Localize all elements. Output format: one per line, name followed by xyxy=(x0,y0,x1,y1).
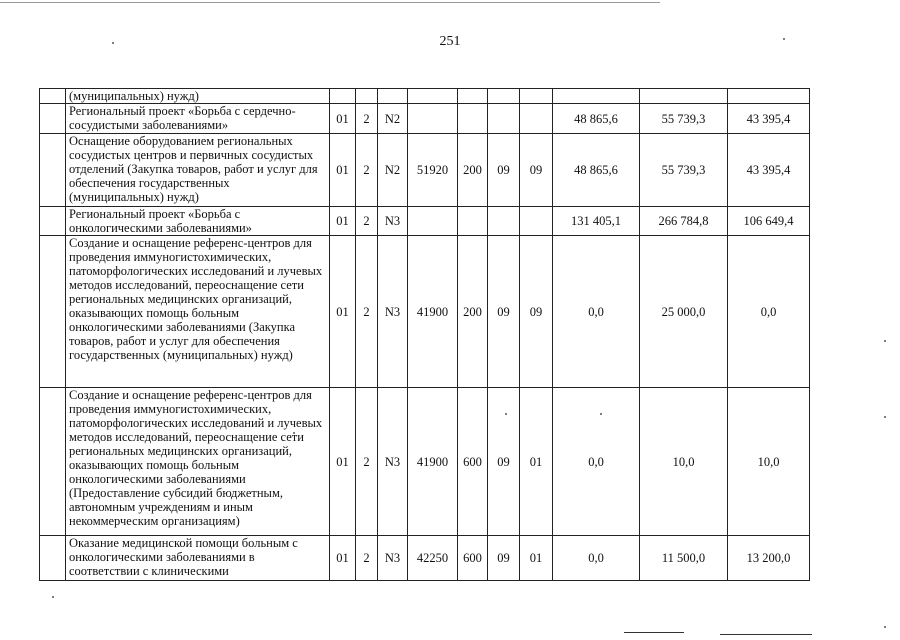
cell-section: 09 xyxy=(488,236,520,388)
cell-subsection: 01 xyxy=(520,536,553,581)
cell-subprogram: 2 xyxy=(356,536,378,581)
cell-direction: 42250 xyxy=(408,536,458,581)
cell-expense-type: 200 xyxy=(458,236,488,388)
table-row xyxy=(40,388,810,536)
cell-amount-2 xyxy=(640,89,728,104)
cell-project: N2 xyxy=(378,104,408,134)
cell-amount-2: 10,0 xyxy=(640,388,728,536)
cell-amount-1: 48 865,6 xyxy=(553,104,640,134)
cell-expense-type xyxy=(458,89,488,104)
top-scan-edge xyxy=(0,2,660,3)
cell-direction xyxy=(408,207,458,236)
cell-direction: 41900 xyxy=(408,388,458,536)
row-name: Создание и оснащение референс-центров для проведения иммуногистохимических, патоморфологических исследований и лучевых методов исследований, переоснащение сети региональных медицинских организаций, оказывающих помощь больным онкологическими заболеваниями (Закупка товаров, работ и услуг для обеспечения государственных (муниципальных) нужд) xyxy=(66,236,330,388)
cell-program: 01 xyxy=(330,104,356,134)
cell-direction: 41900 xyxy=(408,236,458,388)
scan-speck xyxy=(112,42,114,44)
scan-speck xyxy=(884,340,886,342)
cell-amount-1: 131 405,1 xyxy=(553,207,640,236)
table-row xyxy=(40,536,810,581)
cell-subprogram: 2 xyxy=(356,388,378,536)
row-index-cell xyxy=(40,89,66,104)
cell-amount-2: 25 000,0 xyxy=(640,236,728,388)
bottom-scan-edge xyxy=(720,634,812,635)
cell-subprogram: 2 xyxy=(356,236,378,388)
row-index-cell xyxy=(40,104,66,134)
cell-amount-1: 48 865,6 xyxy=(553,134,640,207)
scan-speck xyxy=(783,38,785,40)
cell-amount-3: 10,0 xyxy=(728,388,810,536)
cell-project: N3 xyxy=(378,536,408,581)
row-name: Оснащение оборудованием региональных сосудистых центров и первичных сосудистых отделений (Закупка товаров, работ и услуг для обеспечения государственных (муниципальных) нужд) xyxy=(66,134,330,207)
cell-amount-1: 0,0 xyxy=(553,388,640,536)
table-row xyxy=(40,236,810,388)
row-name: Оказание медицинской помощи больным с онкологическими заболеваниями в соответствии с клиническими xyxy=(66,536,330,581)
cell-program: 01 xyxy=(330,207,356,236)
cell-subprogram: 2 xyxy=(356,104,378,134)
cell-expense-type xyxy=(458,104,488,134)
scan-speck xyxy=(884,416,886,418)
cell-amount-3: 106 649,4 xyxy=(728,207,810,236)
cell-amount-2: 55 739,3 xyxy=(640,104,728,134)
row-index-cell xyxy=(40,388,66,536)
cell-amount-2: 55 739,3 xyxy=(640,134,728,207)
cell-subprogram: 2 xyxy=(356,207,378,236)
table-row xyxy=(40,134,810,207)
cell-section: 09 xyxy=(488,388,520,536)
cell-subsection xyxy=(520,89,553,104)
row-name: Региональный проект «Борьба с сердечно-сосудистыми заболеваниями» xyxy=(66,104,330,134)
cell-subsection: 09 xyxy=(520,236,553,388)
cell-amount-1: 0,0 xyxy=(553,236,640,388)
table-row xyxy=(40,207,810,236)
cell-amount-2: 11 500,0 xyxy=(640,536,728,581)
scan-speck xyxy=(52,596,54,598)
cell-project: N3 xyxy=(378,207,408,236)
cell-amount-3: 43 395,4 xyxy=(728,104,810,134)
row-name: Создание и оснащение референс-центров для проведения иммуногистохимических, патоморфологических исследований и лучевых методов исследований, переоснащение сети региональных медицинских организаций, оказывающих помощь больным онкологическими заболеваниями (Предоставление субсидий бюджетным, автономным учреждениям и иным некоммерческим организациям) xyxy=(66,388,330,536)
bottom-scan-edge xyxy=(624,632,684,633)
cell-program xyxy=(330,89,356,104)
cell-amount-2: 266 784,8 xyxy=(640,207,728,236)
cell-section: 09 xyxy=(488,134,520,207)
cell-direction: 51920 xyxy=(408,134,458,207)
cell-program: 01 xyxy=(330,536,356,581)
cell-subsection xyxy=(520,207,553,236)
cell-direction xyxy=(408,104,458,134)
cell-amount-3: 43 395,4 xyxy=(728,134,810,207)
cell-program: 01 xyxy=(330,134,356,207)
cell-direction xyxy=(408,89,458,104)
cell-program: 01 xyxy=(330,236,356,388)
cell-program: 01 xyxy=(330,388,356,536)
cell-subsection xyxy=(520,104,553,134)
cell-section xyxy=(488,89,520,104)
cell-amount-1: 0,0 xyxy=(553,536,640,581)
cell-section: 09 xyxy=(488,536,520,581)
cell-project xyxy=(378,89,408,104)
cell-amount-3: 0,0 xyxy=(728,236,810,388)
cell-amount-3: 13 200,0 xyxy=(728,536,810,581)
cell-project: N3 xyxy=(378,236,408,388)
row-index-cell xyxy=(40,207,66,236)
cell-expense-type xyxy=(458,207,488,236)
page-number: 251 xyxy=(439,34,461,49)
cell-amount-1 xyxy=(553,89,640,104)
budget-table xyxy=(39,88,810,581)
row-name: Региональный проект «Борьба с онкологическими заболеваниями» xyxy=(66,207,330,236)
table-row xyxy=(40,89,810,104)
cell-subprogram xyxy=(356,89,378,104)
cell-section xyxy=(488,207,520,236)
cell-project: N3 xyxy=(378,388,408,536)
cell-expense-type: 600 xyxy=(458,536,488,581)
cell-subprogram: 2 xyxy=(356,134,378,207)
cell-subsection: 01 xyxy=(520,388,553,536)
cell-subsection: 09 xyxy=(520,134,553,207)
cell-project: N2 xyxy=(378,134,408,207)
cell-expense-type: 200 xyxy=(458,134,488,207)
row-index-cell xyxy=(40,536,66,581)
table-row xyxy=(40,104,810,134)
cell-section xyxy=(488,104,520,134)
row-index-cell xyxy=(40,134,66,207)
cell-amount-3 xyxy=(728,89,810,104)
cell-expense-type: 600 xyxy=(458,388,488,536)
scan-speck xyxy=(884,626,886,628)
row-name: (муниципальных) нужд) xyxy=(66,89,330,104)
row-index-cell xyxy=(40,236,66,388)
